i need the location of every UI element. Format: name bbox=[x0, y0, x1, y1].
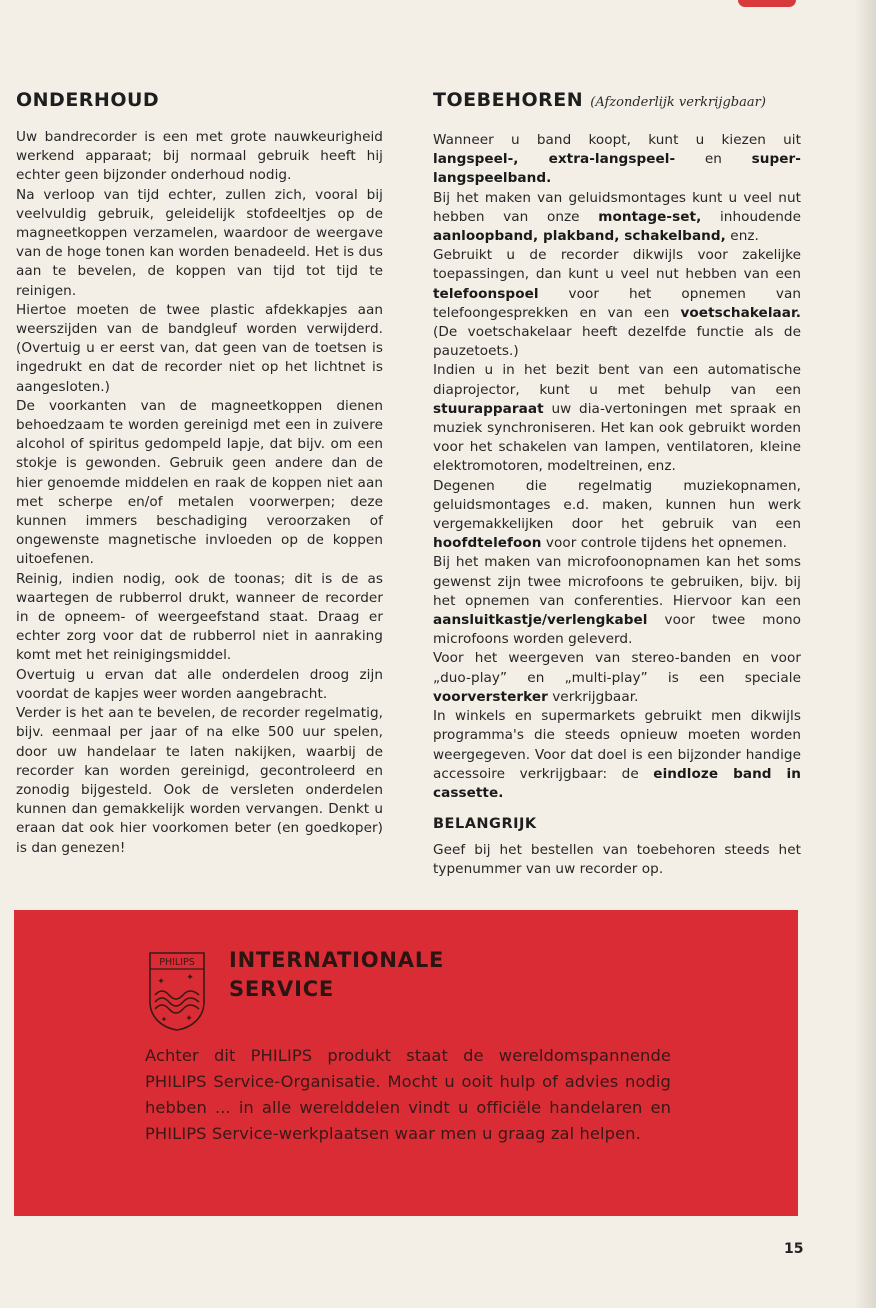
bold-term: voorversterker bbox=[433, 688, 548, 705]
maintenance-paragraph-7: Verder is het aan te bevelen, de recorder regelmatig, bijv. eenmaal per jaar of na elke 500 uur spelen, door uw handelaar te laten nakijken, waarbij de recorder kan worden gereinigd, gecontroleerd en zonodig bijgesteld. Ook de versleten onderdelen kunnen dan gemakkelijk worden vervangen. Denkt u eraan dat ook hier voorkomen beter (en goedkoper) is dan genezen! bbox=[16, 705, 383, 856]
service-text: Achter dit PHILIPS produkt staat de wereldomspannende PHILIPS Service-Organisatie. Mocht u ooit hulp of advies nodig hebben ... in alle werelddelen vindt u officiële handelaren en PHILIPS Service-werkplaatsen waar men u graag zal helpen. bbox=[145, 1046, 671, 1143]
important-heading: BELANGRIJK bbox=[433, 816, 537, 833]
accessories-paragraph-telephone bbox=[433, 246, 801, 361]
bold-term: super-langspeelband. bbox=[433, 151, 801, 187]
page-edge-shadow bbox=[854, 0, 876, 1308]
accessories-paragraph-tape bbox=[433, 131, 801, 189]
important-text: Geef bij het bestellen van toebehoren steeds het typenummer van uw recorder op. bbox=[433, 842, 801, 878]
text-span: uw dia-vertoningen met spraak en muziek synchroniseren. Het kan ook gebruikt worden voor het schakelen van lampen, ventilatoren, kleine elektromotoren, modeltreinen, enz. bbox=[433, 400, 801, 475]
text-span: en bbox=[675, 151, 752, 168]
bold-term: telefoonspoel bbox=[433, 285, 539, 302]
svg-text:✦: ✦ bbox=[186, 973, 194, 983]
international-service-box bbox=[14, 910, 798, 1216]
text-span: Bij het maken van microfoonopnamen kan het soms gewenst zijn twee microfoons te gebruiken, bijv. bij het opnemen van conferenties. Hiervoor kan een bbox=[433, 554, 801, 609]
maintenance-paragraph-2: Na verloop van tijd echter, zullen zich, vooral bij veelvuldig gebruik, geleidelijk stofdeeltjes op de magneetkoppen verzamelen, waardoor de weergave van de hoge tonen kan worden benadeeld. Het is dus aan te bevelen, de koppen van tijd tot tijd te reinigen. bbox=[16, 186, 383, 299]
text-span: Gebruikt u de recorder dikwijls voor zakelijke toepassingen, dan kunt u veel nut hebben van een bbox=[433, 247, 801, 283]
text-span: verkrijgbaar. bbox=[547, 688, 639, 705]
text-span: inhoudende bbox=[701, 208, 801, 225]
text-span: Bij het maken van geluidsmontages kunt u veel nut hebben van onze bbox=[433, 189, 801, 225]
maintenance-column bbox=[16, 86, 383, 858]
accessories-paragraph-montage bbox=[433, 189, 801, 247]
bold-term: aansluitkastje/verlengkabel bbox=[433, 612, 648, 629]
service-title-line1: INTERNATIONALE bbox=[229, 948, 445, 972]
svg-text:✦: ✦ bbox=[185, 1014, 193, 1024]
corner-tab-mark bbox=[738, 0, 796, 7]
text-span: (De voetschakelaar heeft dezelfde functie als de pauzetoets.) bbox=[433, 324, 801, 360]
page-number: 15 bbox=[784, 1241, 804, 1257]
philips-shield-icon bbox=[147, 950, 207, 1032]
bold-term: voetschakelaar. bbox=[680, 304, 801, 321]
bold-term: aanloopband, plakband, schakelband, bbox=[433, 228, 726, 245]
logo-text: PHILIPS bbox=[159, 957, 195, 968]
maintenance-paragraph-6: Overtuig u ervan dat alle onderdelen droog zijn voordat de kapjes weer worden aangebracht. bbox=[16, 666, 383, 702]
text-span: Voor het weergeven van stereo-banden en voor „duo-play” en „multi-play” is een speciale bbox=[433, 650, 801, 686]
accessories-heading-title: TOEBEHOREN bbox=[433, 89, 584, 111]
accessories-paragraph-cassette bbox=[433, 707, 801, 803]
text-span: voor twee mono microfoons worden geleverd. bbox=[433, 612, 801, 648]
text-span: voor het opnemen van telefoongesprekken en van een bbox=[433, 285, 801, 321]
bold-term: montage-set, bbox=[598, 208, 702, 225]
maintenance-paragraph-3: Hiertoe moeten de twee plastic afdekkapjes aan weerszijden van de bandgleuf worden verwijderd. (Overtuig u er eerst van, dat geen van de toetsen is ingedrukt en dat de recorder niet op het lichtnet is aangesloten.) bbox=[16, 301, 383, 395]
bold-term: hoofdtelefoon bbox=[433, 535, 542, 552]
maintenance-paragraph-4: De voorkanten van de magneetkoppen dienen behoedzaam te worden gereinigd met een in zuivere alcohol of spiritus gedompeld lapje, dat bijv. om een stokje is gewonden. Gebruik geen andere dan de hier genoemde middelen en raak de koppen niet aan met scherpe en/of metalen voorwerpen; deze kunnen immers beschadiging veroorzaken of ongewenste magnetische invloeden op de koppen uitoefenen. bbox=[16, 397, 383, 568]
bold-term: langspeel-, extra-langspeel- bbox=[433, 151, 676, 168]
accessories-heading bbox=[433, 86, 801, 117]
bold-term: stuurapparaat bbox=[433, 400, 544, 417]
maintenance-heading: ONDERHOUD bbox=[16, 89, 160, 111]
accessories-paragraph-microphone bbox=[433, 553, 801, 649]
accessories-paragraph-projector bbox=[433, 361, 801, 476]
maintenance-paragraph-1: Uw bandrecorder is een met grote nauwkeurigheid werkend apparaat; bij normaal gebruik heeft hij echter geen bijzonder onderhoud nodig. bbox=[16, 129, 383, 184]
text-span: In winkels en supermarkets gebruikt men dikwijls programma's die steeds opnieuw moeten worden weergegeven. Voor dat doel is een bijzonder handige accessoire verkrijgbaar: de bbox=[433, 708, 801, 782]
maintenance-paragraph-5: Reinig, indien nodig, ook de toonas; dit is de as waartegen de rubberrol drukt, wanneer de recorder in de opneem- of weergeefstand staat. Draag er echter zorg voor dat de rubberrol niet in aanraking komt met het reinigingsmiddel. bbox=[16, 570, 383, 664]
bold-term: eindloze band in cassette. bbox=[433, 765, 801, 801]
text-span: Degenen die regelmatig muziekopnamen, geluidsmontages e.d. maken, kunnen hun werk vergemakkelijken door het gebruik van een bbox=[433, 477, 801, 533]
svg-text:✦: ✦ bbox=[160, 1015, 168, 1024]
text-span: voor controle tijdens het opnemen. bbox=[541, 535, 787, 552]
accessories-paragraph-preamp bbox=[433, 649, 801, 707]
text-span: Indien u in het bezit bent van een automatische diaprojector, kunt u met behulp van een bbox=[433, 362, 801, 398]
philips-shield-logo bbox=[147, 950, 207, 1032]
accessories-subheading: (Afzonderlijk verkrijgbaar) bbox=[590, 95, 766, 110]
text-span: enz. bbox=[725, 228, 759, 245]
service-title bbox=[229, 946, 444, 1004]
accessories-column bbox=[433, 86, 801, 880]
text-span: Wanneer u band koopt, kunt u kiezen uit bbox=[433, 132, 801, 148]
service-title-line2: SERVICE bbox=[229, 977, 335, 1001]
svg-text:✦: ✦ bbox=[157, 977, 165, 987]
accessories-paragraph-headphone bbox=[433, 477, 801, 554]
